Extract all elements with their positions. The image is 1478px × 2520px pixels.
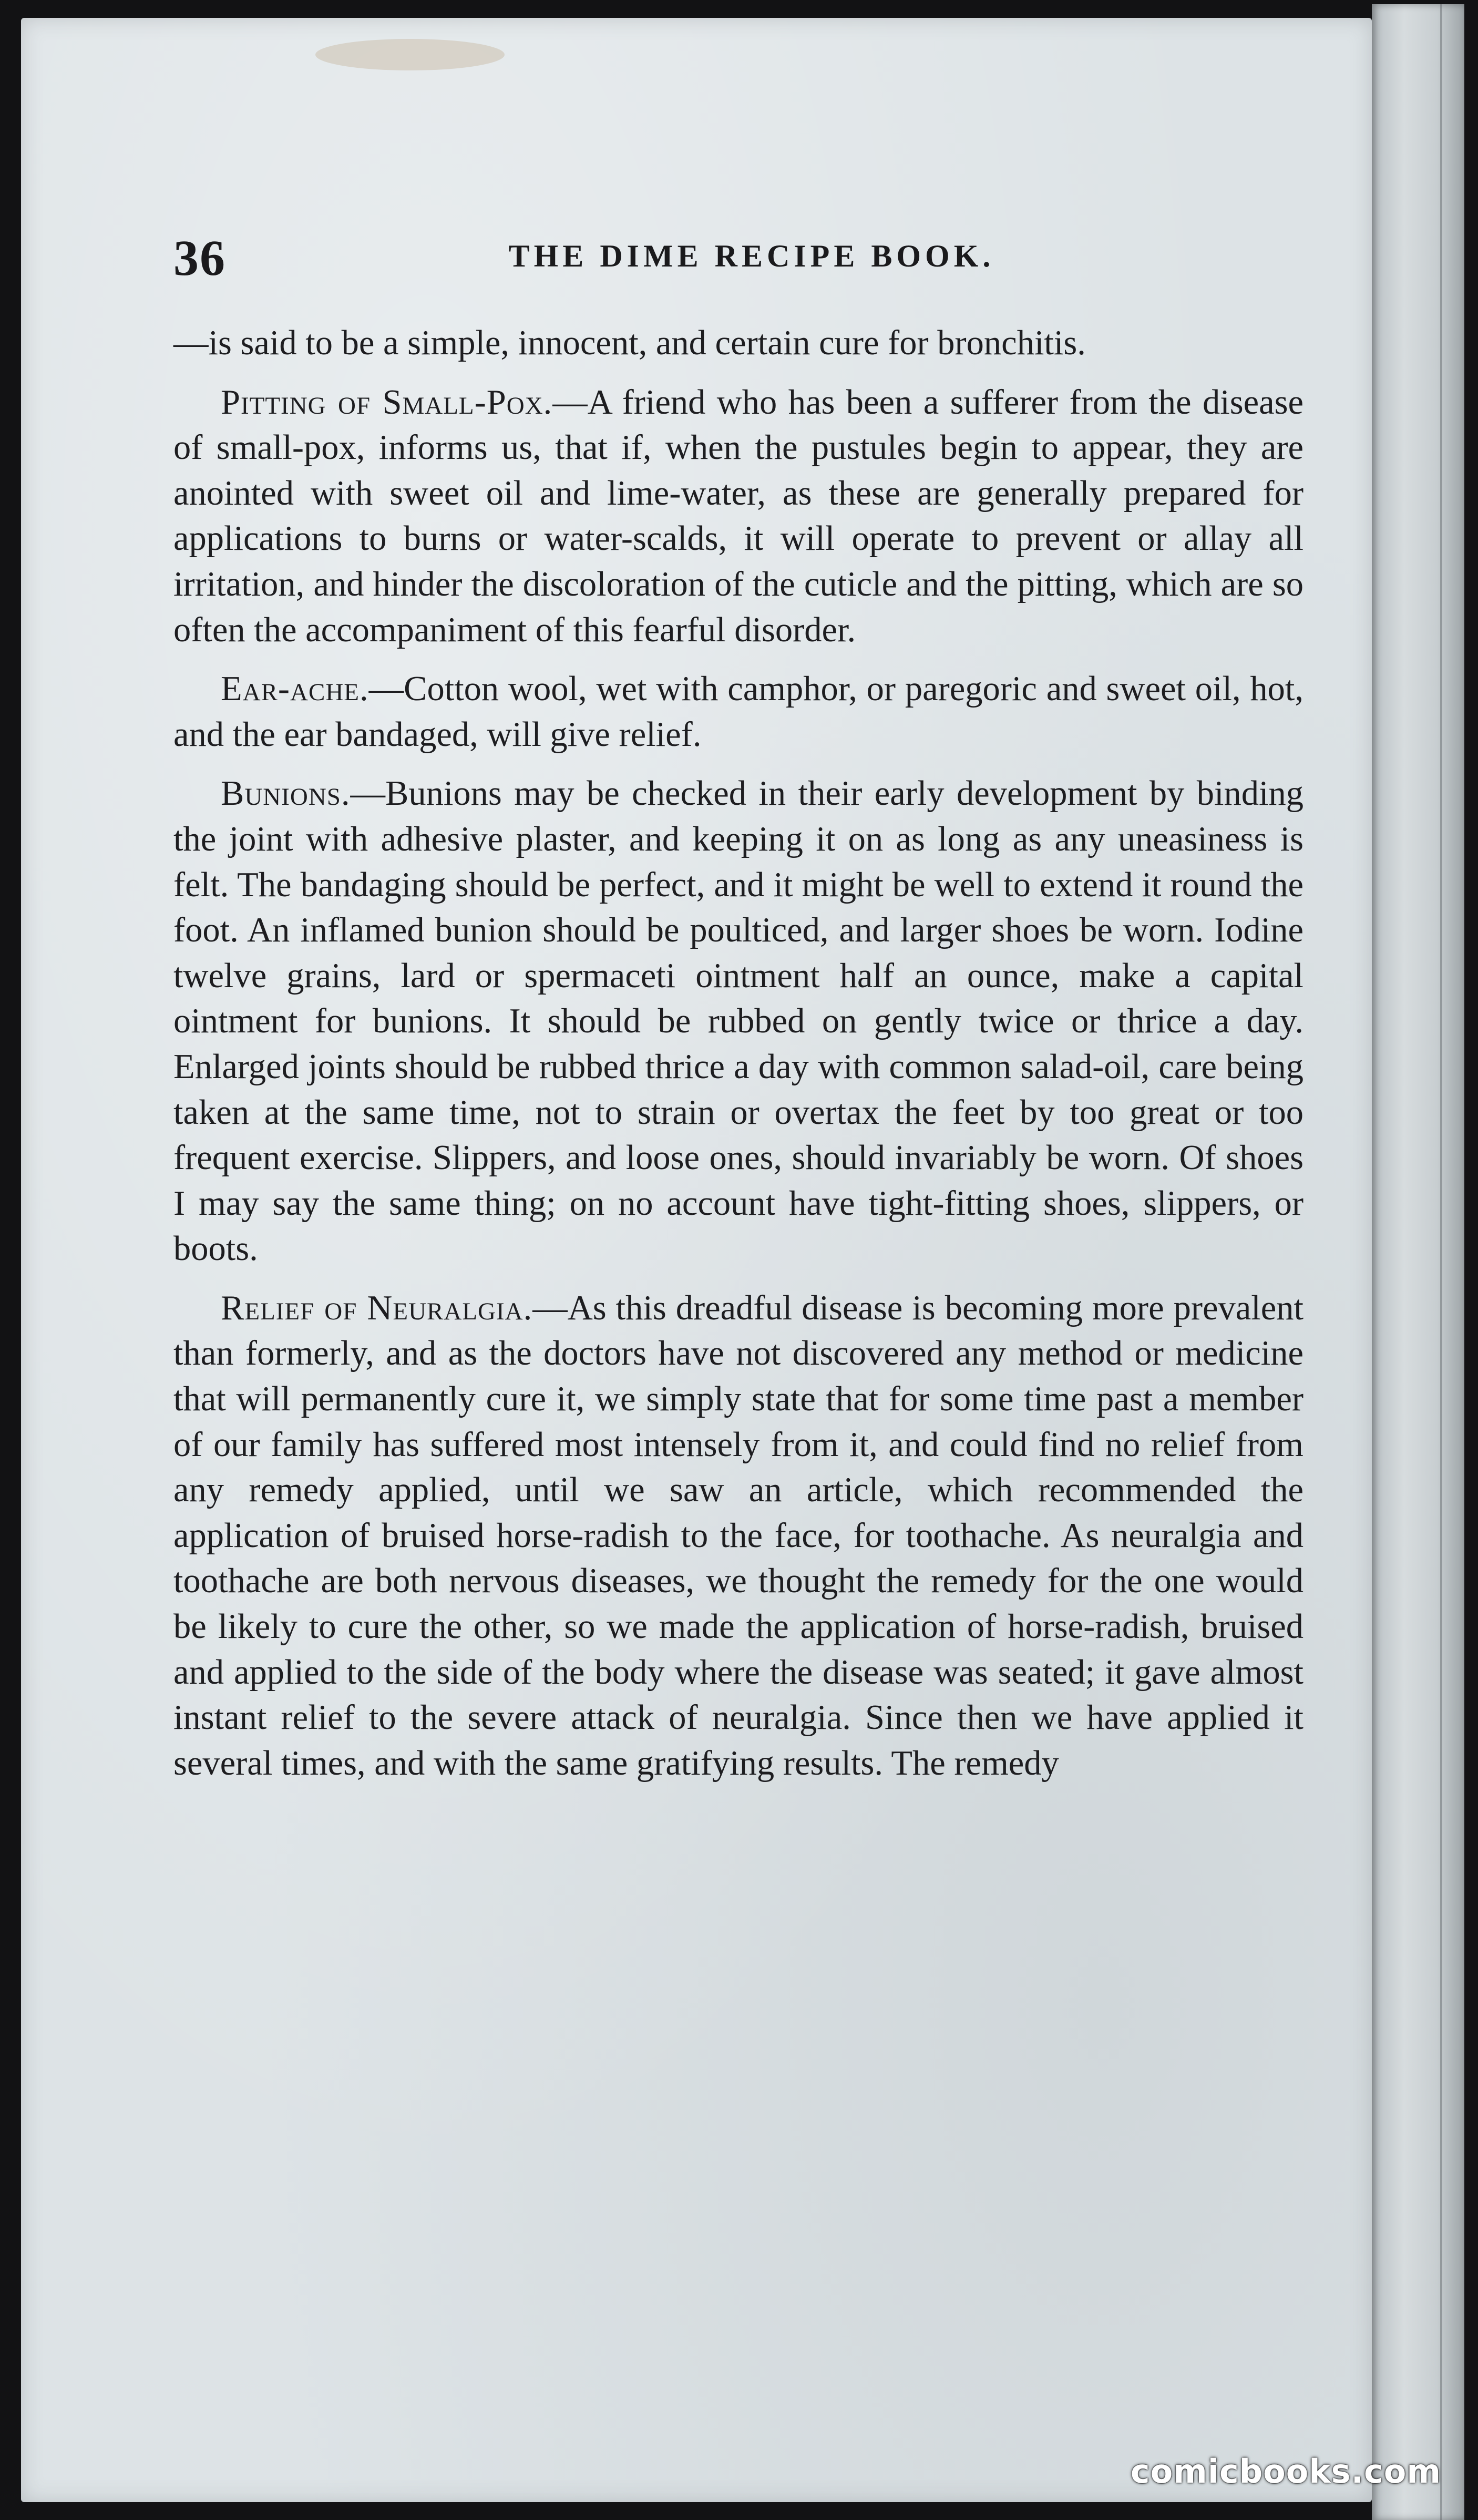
page-number: 36 bbox=[173, 230, 226, 286]
paragraph-text: —is said to be a simple, innocent, and certain cure for bronchitis. bbox=[173, 324, 1086, 362]
paragraph-ear-ache bbox=[173, 667, 1303, 757]
paragraph-bronchitis-continuation bbox=[173, 321, 1303, 366]
paragraph-text: —Cotton wool, wet with camphor, or paregoric and sweet oil, hot, and the ear bandaged, will give relief. bbox=[173, 670, 1303, 754]
page-stack-edge bbox=[1372, 4, 1464, 2520]
paragraph-relief-of-neuralgia bbox=[173, 1286, 1303, 1787]
paragraph-pitting-of-small-pox bbox=[173, 380, 1303, 653]
paper-stain bbox=[315, 39, 505, 70]
recipe-heading: Pitting of Small-Pox. bbox=[221, 383, 553, 422]
paragraph-bunions bbox=[173, 771, 1303, 1272]
recipe-heading: Ear-ache. bbox=[221, 670, 369, 709]
page-edge-shadow bbox=[1440, 4, 1442, 2520]
paragraph-text: —As this dreadful disease is becoming more prevalent than formerly, and as the doctors have not discovered any method or medicine that will permanently cure it, we simply state that for some time past a member of our family has suffered most intensely from it, and could find no relief from any remedy applied, until we saw an article, which recommended the application of bruised horse-radish to the face, for toothache. As neuralgia and toothache are both nervous diseases, we thought the remedy for the one would be likely to cure the other, so we made the application of horse-radish, bruised and applied to the side of the body where the disease was seated; it gave almost instant relief to the severe attack of neuralgia. Since then we have applied it several times, and with the same gratifying results. The remedy bbox=[173, 1288, 1303, 1783]
paragraph-text: —Bunions may be checked in their early development by binding the joint with adhesive plaster, and keeping it on as long as any uneasiness is felt. The bandaging should be perfect, and it might be well to extend it round the foot. An inflamed bunion should be poulticed, and larger shoes be worn. Iodine twelve grains, lard or spermaceti ointment half an ounce, make a capital ointment for bunions. It should be rubbed on gently twice or thrice a day. Enlarged joints should be rubbed thrice a day with common salad-oil, care being taken at the same time, not to strain or overtax the feet by too great or too frequent exercise. Slippers, and loose ones, should invariably be worn. Of shoes I may say the same thing; on no account have tight-fitting shoes, slippers, or boots. bbox=[173, 774, 1303, 1268]
body-text bbox=[173, 321, 1303, 1800]
recipe-heading: Relief of Neuralgia. bbox=[221, 1288, 533, 1327]
site-watermark: comicbooks.com bbox=[1130, 2452, 1441, 2491]
running-head bbox=[173, 229, 1303, 286]
book-title: THE DIME RECIPE BOOK. bbox=[508, 239, 995, 273]
recipe-heading: Bunions. bbox=[221, 774, 351, 813]
paragraph-text: —A friend who has been a sufferer from the disease of small-pox, informs us, that if, when the pustules begin to appear, they are anointed with sweet oil and lime-water, as these are generally prepared for applications to burns or water-scalds, it will operate to prevent or allay all irritation, and hinder the discoloration of the cuticle and the pitting, which are so often the accompaniment of this fearful disorder. bbox=[173, 383, 1304, 649]
